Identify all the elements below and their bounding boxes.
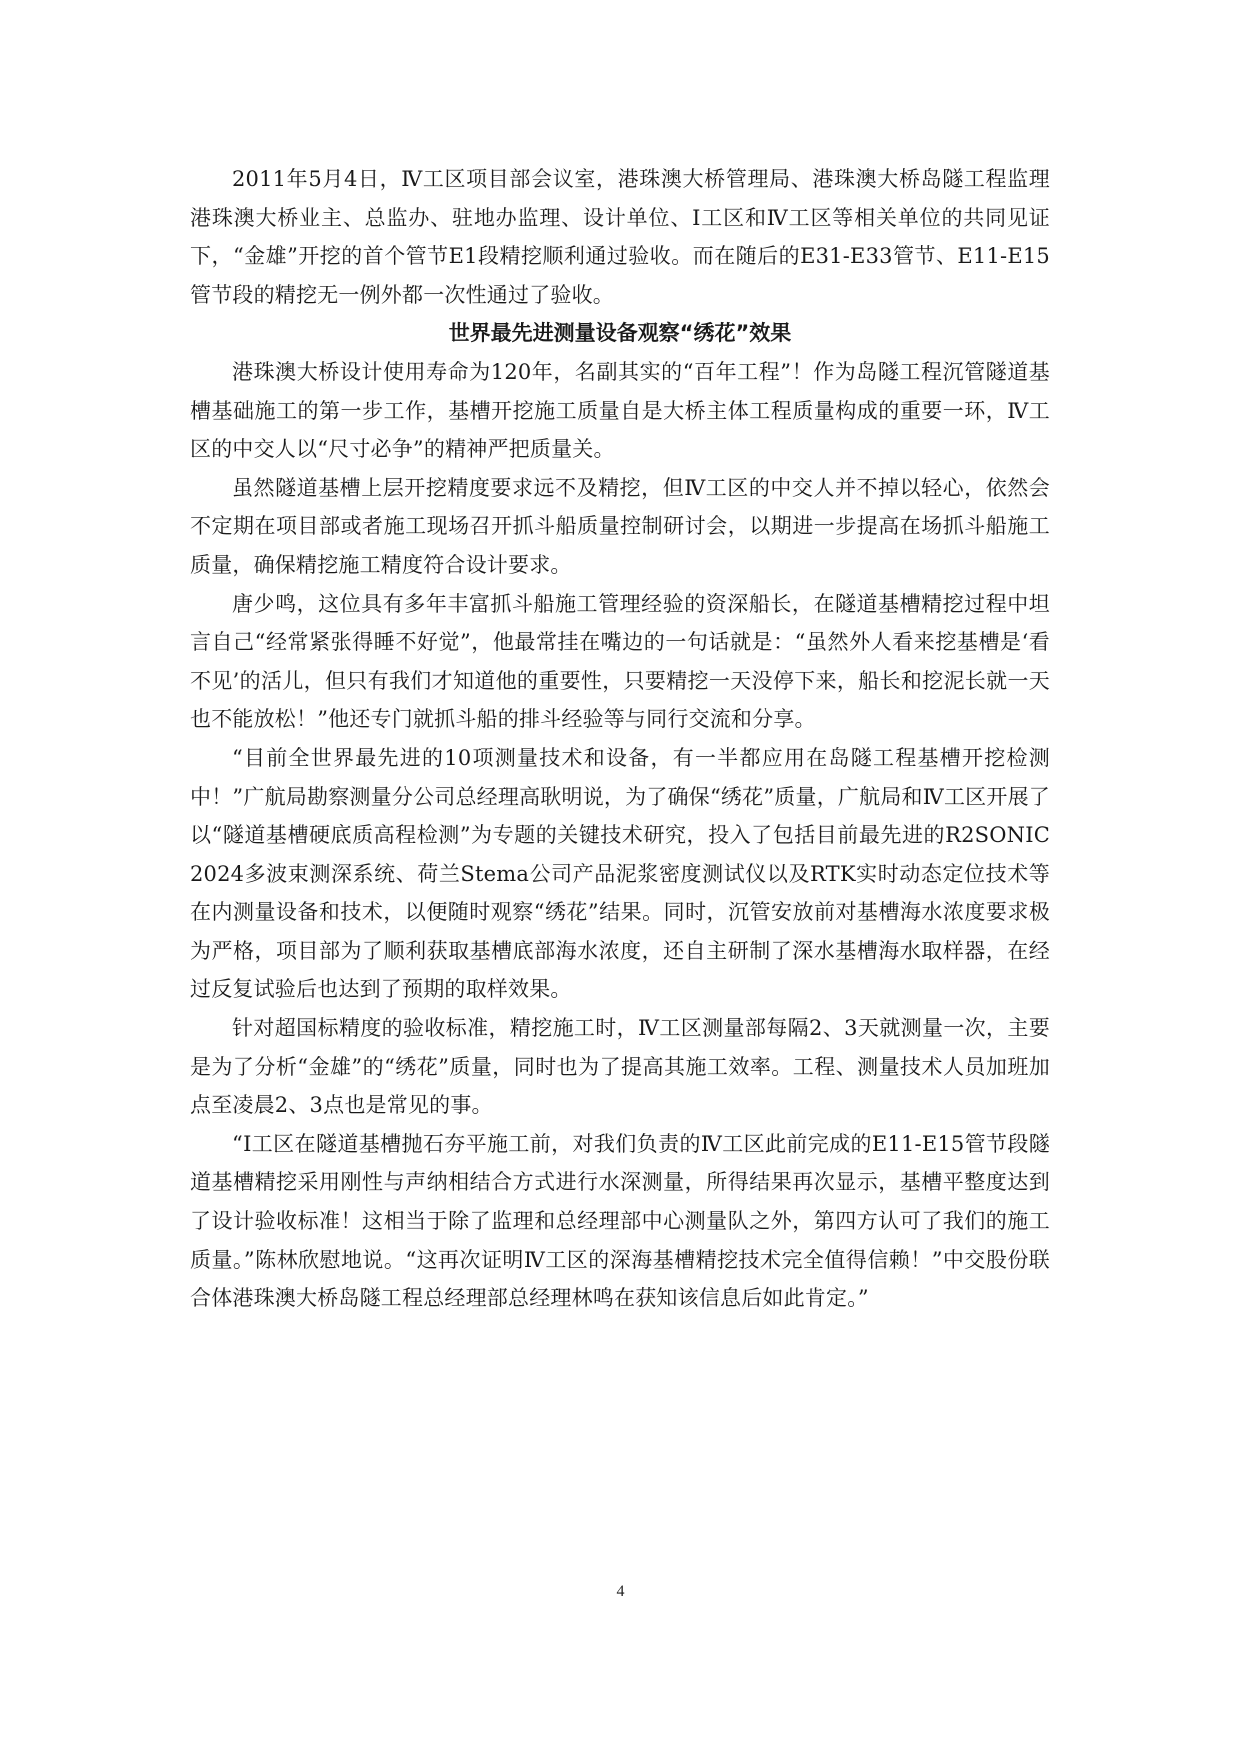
paragraph-acceptance: 2011年5月4日，Ⅳ工区项目部会议室，港珠澳大桥管理局、港珠澳大桥岛隧工程监理港珠澳大桥业主、总监办、驻地办监理、设计单位、Ⅰ工区和Ⅳ工区等相关单位的共同见证下，“金雄”开挖的首个管节E1段精挖顺利通过验收。而在随后的E31-E33管节、E11-E15管节段的精挖无一例外都一次性通过了验收。 bbox=[190, 167, 1050, 307]
page-number: 4 bbox=[616, 1583, 625, 1600]
document-page bbox=[190, 160, 1050, 1318]
section-heading: 世界最先进测量设备观察“绣花”效果 bbox=[448, 321, 792, 346]
paragraph-captain: 唐少鸣，这位具有多年丰富抓斗船施工管理经验的资深船长，在隧道基槽精挖过程中坦言自己“经常紧张得睡不好觉”，他最常挂在嘴边的一句话就是：“虽然外人看来挖基槽是‘看不见’的活儿，但只有我们才知道他的重要性，只要精挖一天没停下来，船长和挖泥长就一天也不能放松！”他还专门就抓斗船的排斗经验等与同行交流和分享。 bbox=[190, 591, 1050, 732]
paragraph-quality-control: 虽然隧道基槽上层开挖精度要求远不及精挖，但Ⅳ工区的中交人并不掉以轻心，依然会不定期在项目部或者施工现场召开抓斗船质量控制研讨会，以期进一步提高在场抓斗船施工质量，确保精挖施工精度符合设计要求。 bbox=[190, 475, 1050, 577]
paragraph-survey-technology: “目前全世界最先进的10项测量技术和设备，有一半都应用在岛隧工程基槽开挖检测中！”广航局勘察测量分公司总经理高耿明说，为了确保“绣花”质量，广航局和Ⅳ工区开展了以“隧道基槽硬底质高程检测”为专题的关键技术研究，投入了包括目前最先进的R2SONIC2024多波束测深系统、荷兰Stema公司产品泥浆密度测试仪以及RTK实时动态定位技术等在内测量设备和技术，以便随时观察“绣花”结果。同时，沉管安放前对基槽海水浓度要求极为严格，项目部为了顺利获取基槽底部海水浓度，还自主研制了深水基槽海水取样器，在经过反复试验后也达到了预期的取样效果。 bbox=[190, 745, 1050, 1002]
paragraph-design-life: 港珠澳大桥设计使用寿命为120年，名副其实的“百年工程”！作为岛隧工程沉管隧道基槽基础施工的第一步工作，基槽开挖施工质量自是大桥主体工程质量构成的重要一环，Ⅳ工区的中交人以“尺寸必争”的精神严把质量关。 bbox=[190, 359, 1050, 462]
paragraph-measurement-frequency: 针对超国标精度的验收标准，精挖施工时，Ⅳ工区测量部每隔2、3天就测量一次，主要是为了分析“金雄”的“绣花”质量，同时也为了提高其施工效率。工程、测量技术人员加班加点至凌晨2、3点也是常见的事。 bbox=[190, 1016, 1050, 1118]
paragraph-verification: “Ⅰ工区在隧道基槽抛石夯平施工前，对我们负责的Ⅳ工区此前完成的E11-E15管节段隧道基槽精挖采用刚性与声纳相结合方式进行水深测量，所得结果再次显示，基槽平整度达到了设计验收标准！这相当于除了监理和总经理部中心测量队之外，第四方认可了我们的施工质量。”陈林欣慰地说。“这再次证明Ⅳ工区的深海基槽精挖技术完全值得信赖！”中交股份联合体港珠澳大桥岛隧工程总经理部总经理林鸣在获知该信息后如此肯定。” bbox=[190, 1131, 1050, 1311]
